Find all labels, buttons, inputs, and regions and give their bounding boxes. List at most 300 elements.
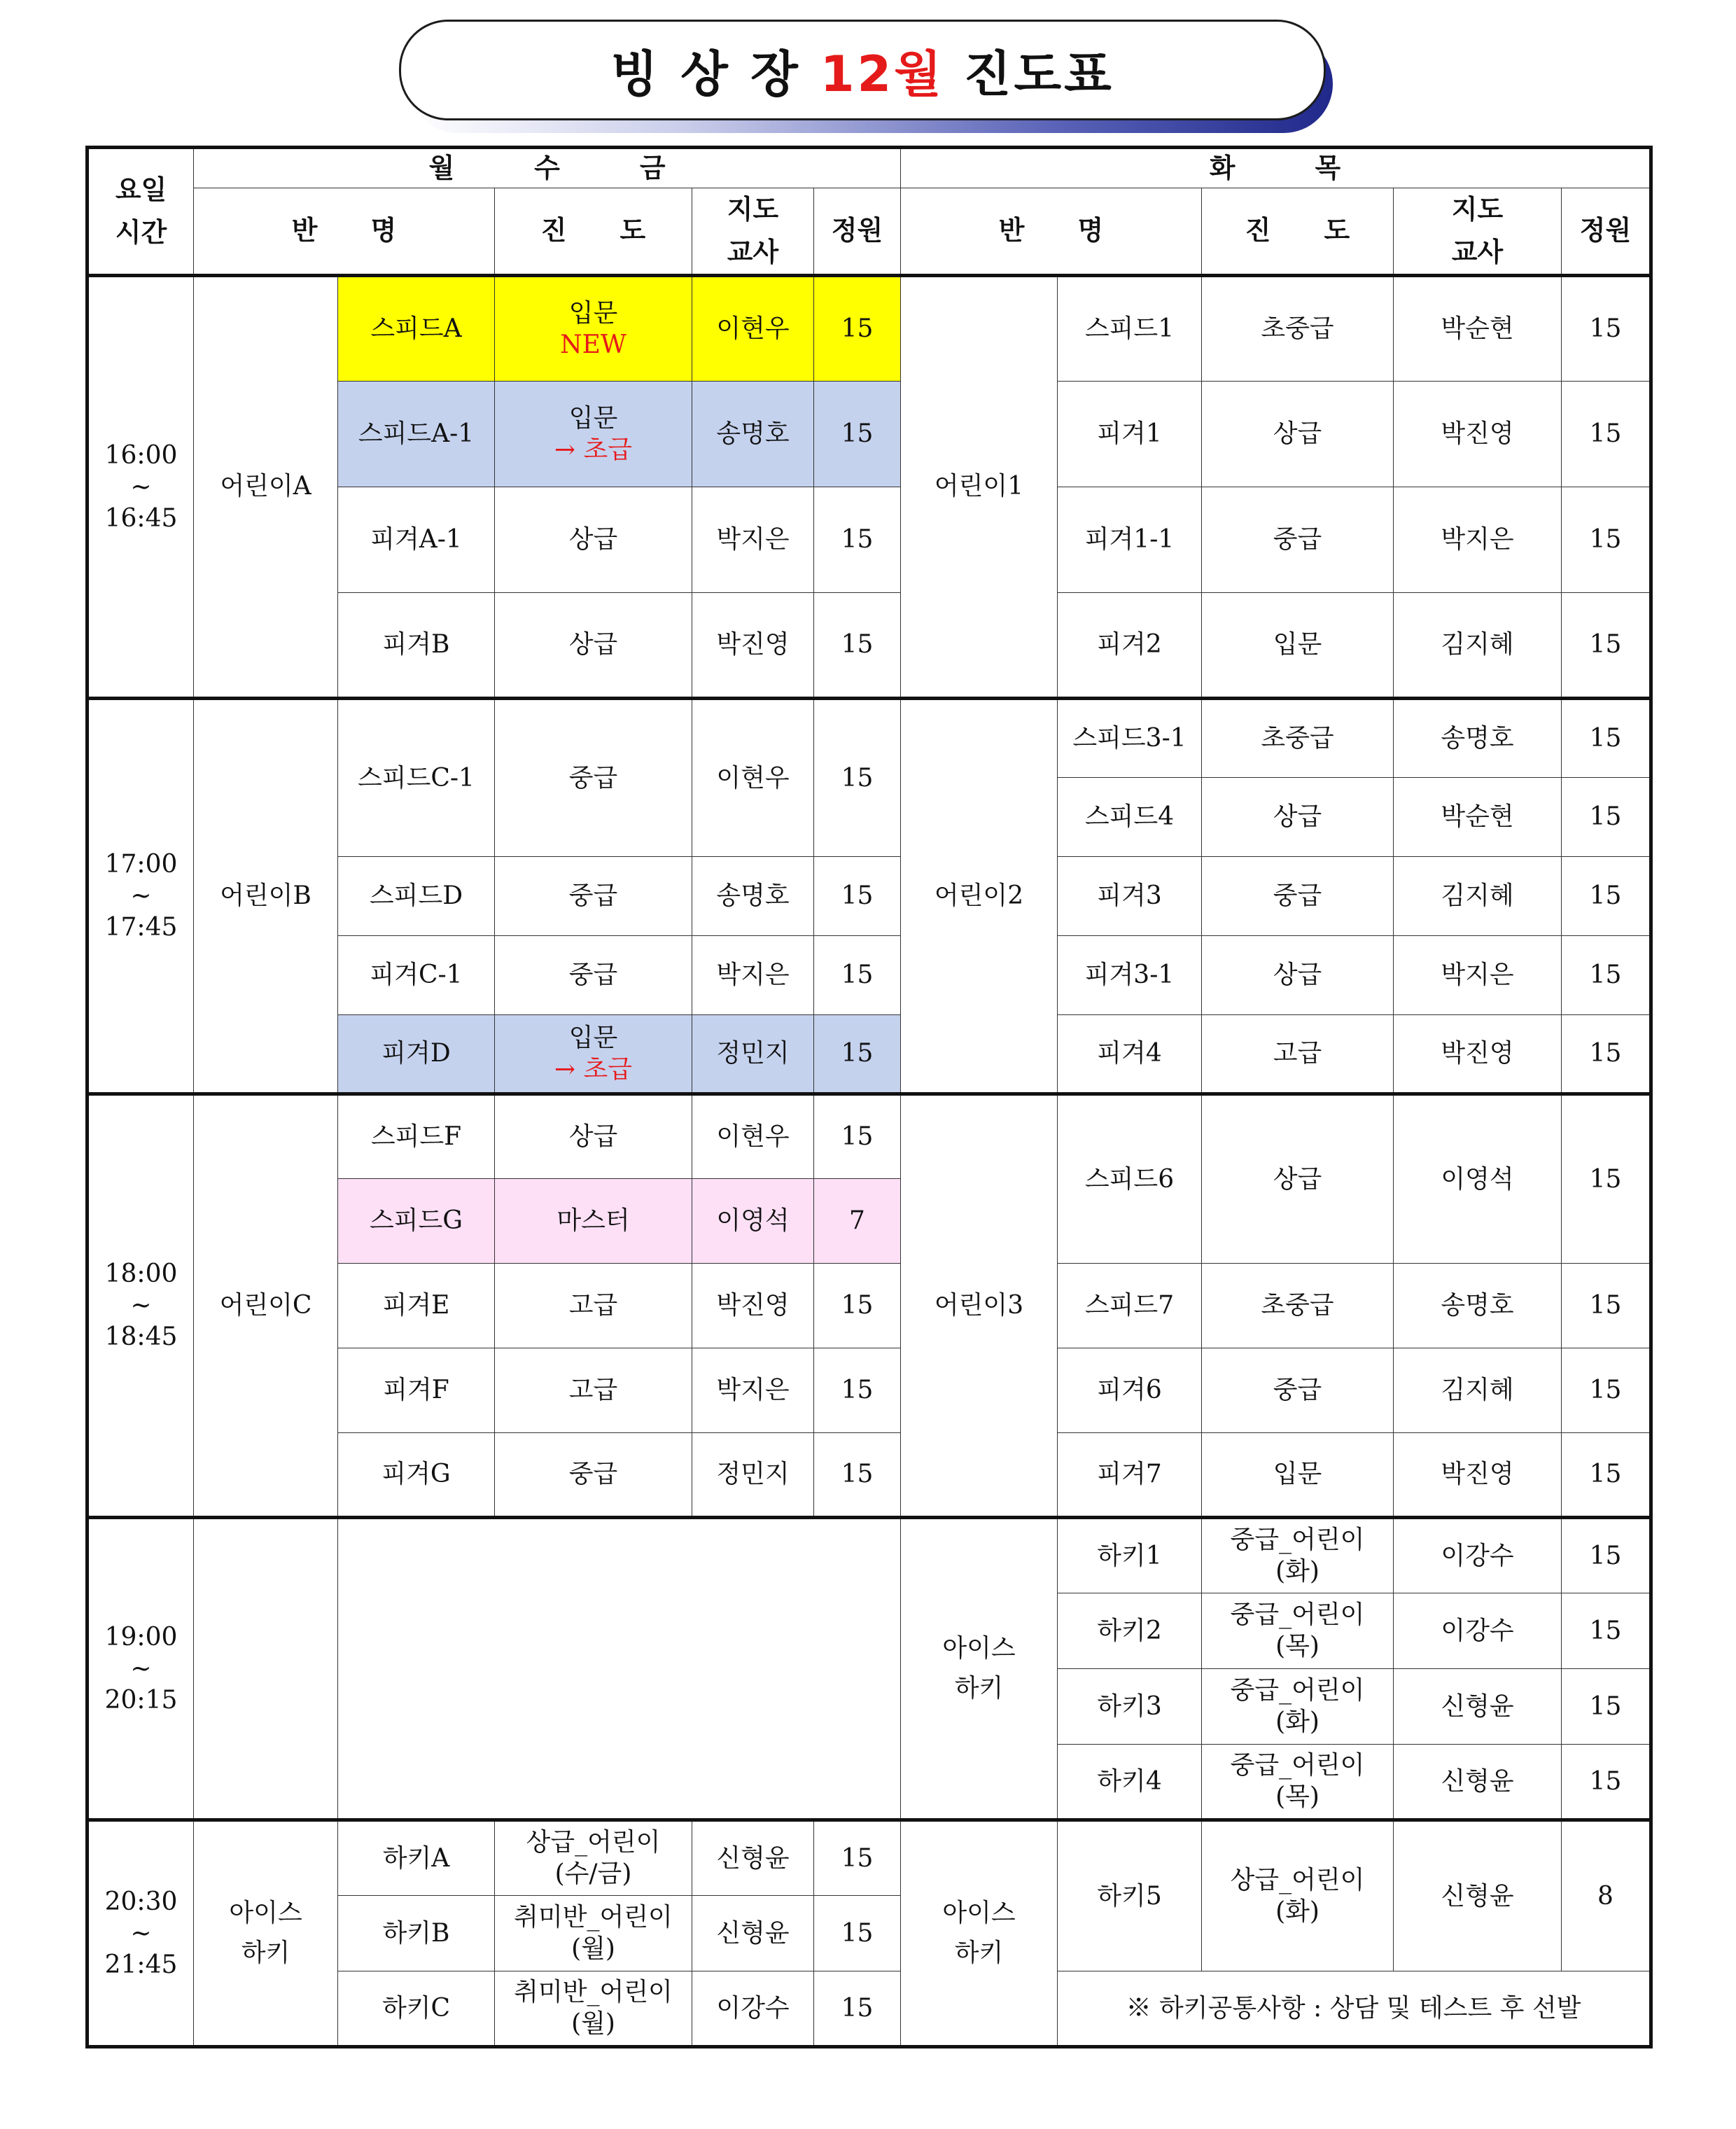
time-slot-text: 18:45 [104,1322,178,1352]
tt-class-name-text: 하키3 [1097,1691,1162,1721]
mwf-class-name-text: 스피드D [369,881,463,911]
time-slot-text: 20:15 [104,1685,178,1715]
schedule-table [85,146,1653,2048]
tt-teacher-text: 송명호 [1441,724,1514,753]
tt-teacher [1394,275,1562,381]
tt-capacity-text: 15 [1589,1691,1622,1721]
mwf-teacher-text: 송명호 [716,419,790,449]
tt-group [901,1094,1058,1517]
tt-progress [1202,698,1394,777]
tt-progress [1202,1432,1394,1517]
mwf-capacity-text: 15 [841,525,874,554]
mwf-capacity [814,381,901,487]
title-suffix: 진도표 [963,45,1114,103]
mwf-capacity-text: 15 [841,630,874,659]
tt-progress-text: 입문 [1273,630,1322,659]
tt-class-name-text: 피겨4 [1097,1039,1162,1068]
mwf-class-name-text: 스피드A-1 [358,419,475,449]
title-banner [399,20,1344,139]
mwf-class-name-text: 스피드A [370,314,462,344]
tt-class-name [1058,1744,1202,1820]
tt-progress [1202,487,1394,592]
mwf-capacity-text: 15 [841,1122,874,1152]
tt-capacity [1562,935,1651,1014]
mwf-teacher-text: 박진영 [716,1291,790,1320]
mwf-progress [495,856,692,935]
mwf-teacher-text: 정민지 [716,1460,790,1489]
mwf-capacity-text: 15 [841,1918,874,1948]
tt-capacity-text: 15 [1589,961,1622,990]
tt-class-name [1058,698,1202,777]
tt-group-text: 아이스 [942,1898,1016,1927]
time-slot-text: 21:45 [104,1950,178,1979]
mwf-progress [495,1263,692,1348]
tt-capacity-text: 15 [1589,630,1622,659]
mwf-progress-text: 마스터 [556,1206,630,1236]
mwf-class-name [338,856,495,935]
mwf-capacity-text: 15 [841,1843,874,1873]
tt-capacity [1562,1744,1651,1820]
tt-capacity-text: 8 [1597,1881,1614,1911]
mwf-progress [495,1348,692,1432]
time-slot-text: 17:45 [104,913,178,942]
tt-group-text: 어린이3 [934,1290,1024,1320]
tt-progress-text: (목) [1275,1782,1320,1812]
mwf-progress-text: 상급 [568,525,618,554]
tt-progress [1202,935,1394,1014]
time-slot-text: ~ [130,1654,152,1683]
mwf-teacher-text: 이현우 [716,1122,790,1152]
mwf-progress [495,592,692,698]
mwf-teacher [692,1432,814,1517]
tt-class-name [1058,1593,1202,1668]
tt-capacity [1562,275,1651,381]
mwf-capacity [814,487,901,592]
tt-group-text: 아이스 [942,1633,1016,1663]
tt-class-name [1058,856,1202,935]
tt-teacher [1394,1668,1562,1744]
tt-capacity-text: 15 [1589,1766,1622,1796]
header-teacher-tt-text: 교사 [1451,236,1504,267]
mwf-teacher [692,275,814,381]
mwf-progress-text: → 초급 [554,435,633,464]
tt-capacity-text: 15 [1589,881,1622,911]
mwf-class-name-text: 하키C [382,1993,451,2023]
mwf-teacher [692,381,814,487]
mwf-group [194,275,338,698]
tt-teacher-text: 박진영 [1441,419,1514,449]
tt-teacher-text: 김지혜 [1441,630,1514,659]
mwf-teacher-text: 정민지 [716,1039,790,1068]
tt-capacity [1562,1593,1651,1668]
mwf-group-text: 어린이C [219,1290,312,1320]
mwf-capacity [814,698,901,856]
mwf-class-name-text: 피겨C-1 [370,961,463,990]
tt-progress-text: 입문 [1273,1460,1322,1489]
time-slot-text: 19:00 [104,1622,178,1652]
tt-capacity [1562,1668,1651,1744]
tt-progress-text: 상급 [1273,802,1322,832]
tt-class-name-text: 스피드7 [1084,1291,1175,1320]
tt-progress-text: (목) [1275,1632,1320,1661]
header-class-name-tt [901,188,1202,276]
mwf-progress [495,381,692,487]
mwf-capacity [814,1014,901,1094]
mwf-capacity [814,275,901,381]
tt-capacity-text: 15 [1589,802,1622,832]
tt-teacher-text: 박지은 [1441,525,1514,554]
tt-teacher [1394,381,1562,487]
mwf-progress-text: (월) [571,2009,615,2039]
tt-teacher-text: 송명호 [1441,1291,1514,1320]
mwf-progress [495,935,692,1014]
tt-teacher [1394,1348,1562,1432]
mwf-class-name-text: 피겨A-1 [370,525,462,554]
tt-progress [1202,275,1394,381]
header-teacher-mwf-text: 지도 [727,194,779,225]
tt-class-name-text: 피겨6 [1097,1376,1162,1405]
mwf-class-name [338,1348,495,1432]
header-capacity-mwf-text: 정원 [831,215,883,246]
mwf-teacher-text: 박지은 [716,1376,790,1405]
tt-class-name-text: 하키4 [1097,1766,1162,1796]
tt-progress-text: 초중급 [1261,1291,1334,1320]
tt-teacher-text: 박지은 [1441,961,1514,990]
tt-progress-text: 중급 [1273,1376,1322,1405]
header-progress-tt [1202,188,1394,276]
tt-group [901,275,1058,698]
mwf-progress [495,1094,692,1178]
header-tt-text: 화 목 [1209,152,1341,183]
tt-class-name [1058,1820,1202,1971]
tt-progress-text: (화) [1275,1557,1320,1586]
mwf-class-name-text: 피겨B [382,630,450,659]
header-tt [901,148,1651,188]
tt-teacher-text: 이강수 [1441,1541,1514,1570]
mwf-class-name-text: 스피드F [370,1122,462,1152]
tt-progress-text: 중급 [1273,525,1322,554]
mwf-capacity [814,592,901,698]
tt-teacher [1394,1094,1562,1263]
mwf-capacity [814,856,901,935]
mwf-progress-text: 취미반_어린이 [514,1978,673,2007]
mwf-class-name-text: 피겨D [382,1039,451,1068]
mwf-group [194,1820,338,2046]
mwf-class-name [338,935,495,1014]
time-slot-text: 17:00 [104,850,178,879]
tt-teacher [1394,777,1562,856]
mwf-progress-text: → 초급 [554,1054,633,1084]
tt-class-name-text: 하키1 [1097,1541,1162,1570]
mwf-class-name [338,1971,495,2046]
tt-group-text: 하키 [954,1939,1004,1968]
tt-teacher-text: 박진영 [1441,1460,1514,1489]
tt-capacity [1562,856,1651,935]
mwf-progress-text: 상급 [568,1122,618,1152]
tt-teacher [1394,1820,1562,1971]
tt-class-name [1058,1263,1202,1348]
header-mwf-text: 월 수 금 [428,152,666,183]
mwf-progress-text: (수/금) [554,1859,632,1889]
tt-teacher-text: 박순현 [1441,802,1514,832]
time-slot-text: ~ [130,1291,152,1320]
mwf-progress [495,1820,692,1895]
tt-class-name-text: 스피드4 [1084,802,1175,832]
tt-group-text: 어린이1 [934,472,1024,501]
mwf-group-text: 아이스 [229,1898,302,1927]
mwf-group [194,1094,338,1517]
time-slot-text: 20:30 [104,1887,178,1916]
header-day-time-text: 요일 [115,174,167,205]
mwf-teacher-text: 신형윤 [716,1843,790,1873]
mwf-capacity-text: 15 [841,881,874,911]
tt-capacity [1562,1263,1651,1348]
tt-class-name [1058,1432,1202,1517]
mwf-group-text: 어린이A [220,472,312,501]
mwf-progress [495,1432,692,1517]
tt-teacher-text: 이강수 [1441,1616,1514,1645]
tt-capacity-text: 15 [1589,1376,1622,1405]
tt-group [901,1820,1058,2046]
tt-progress-text: 중급_어린이 [1230,1751,1365,1780]
tt-progress-text: 초중급 [1261,724,1334,753]
mwf-progress-text: 중급 [568,1460,618,1489]
tt-progress-text: 중급_어린이 [1230,1526,1365,1555]
tt-class-name-text: 피겨1-1 [1084,525,1175,554]
mwf-teacher [692,1348,814,1432]
mwf-group-text: 하키 [241,1939,290,1968]
mwf-progress [495,1178,692,1263]
tt-capacity [1562,1820,1651,1971]
mwf-teacher [692,1014,814,1094]
tt-progress-text: 중급_어린이 [1230,1676,1365,1705]
tt-class-name [1058,592,1202,698]
tt-teacher-text: 김지혜 [1441,881,1514,911]
tt-class-name-text: 스피드6 [1084,1164,1175,1194]
mwf-class-name-text: 하키B [382,1918,450,1948]
tt-class-name-text: 피겨3 [1097,881,1162,911]
time-slot [88,275,194,698]
time-slot-text: ~ [130,1918,152,1948]
tt-progress [1202,1820,1394,1971]
tt-teacher [1394,592,1562,698]
tt-capacity-text: 15 [1589,1541,1622,1570]
time-slot [88,1094,194,1517]
tt-class-name [1058,487,1202,592]
mwf-teacher [692,1263,814,1348]
mwf-progress-text: 중급 [568,763,618,793]
time-slot-text: ~ [130,881,152,911]
mwf-progress-text: 중급 [568,881,618,911]
mwf-capacity [814,1094,901,1178]
mwf-class-name [338,698,495,856]
tt-progress-text: 상급 [1273,419,1322,449]
title-month: 12월 [820,45,944,103]
tt-progress-text: (화) [1275,1897,1320,1927]
tt-capacity [1562,592,1651,698]
mwf-progress-text: 입문 [568,298,618,328]
mwf-empty [338,1517,901,1820]
mwf-teacher [692,1178,814,1263]
mwf-progress [495,275,692,381]
mwf-capacity [814,1178,901,1263]
tt-class-name-text: 스피드3-1 [1072,724,1186,753]
tt-teacher [1394,856,1562,935]
mwf-class-name [338,275,495,381]
tt-class-name-text: 피겨3-1 [1084,961,1175,990]
tt-class-name [1058,935,1202,1014]
tt-class-name-text: 피겨1 [1097,419,1162,449]
mwf-teacher-text: 이강수 [716,1993,790,2023]
mwf-teacher [692,1820,814,1895]
tt-teacher-text: 신형윤 [1441,1766,1514,1796]
mwf-group-text: 어린이B [220,881,312,910]
mwf-capacity [814,1820,901,1895]
mwf-class-name-text: 스피드C-1 [358,763,475,793]
time-slot-text: 16:00 [104,440,178,470]
tt-teacher [1394,1744,1562,1820]
mwf-teacher-text: 송명호 [716,881,790,911]
tt-progress [1202,1593,1394,1668]
tt-progress [1202,381,1394,487]
mwf-capacity-text: 15 [841,763,874,793]
tt-teacher-text: 이영석 [1441,1164,1514,1194]
tt-group [901,1517,1058,1820]
mwf-teacher [692,487,814,592]
tt-progress-text: 상급 [1273,961,1322,990]
time-slot-text: 16:45 [104,503,178,533]
mwf-capacity [814,935,901,1014]
tt-class-name [1058,275,1202,381]
time-slot [88,1820,194,2046]
mwf-capacity [814,1432,901,1517]
mwf-class-name [338,1178,495,1263]
tt-class-name [1058,381,1202,487]
mwf-teacher-text: 이영석 [716,1206,790,1236]
mwf-class-name-text: 피겨F [383,1376,449,1405]
mwf-capacity-text: 7 [849,1206,865,1236]
tt-progress [1202,1517,1394,1593]
tt-class-name-text: 피겨7 [1097,1460,1162,1489]
time-slot-text: ~ [130,472,152,501]
mwf-capacity-text: 15 [841,419,874,449]
mwf-teacher [692,1971,814,2046]
mwf-progress [495,1971,692,2046]
mwf-capacity-text: 15 [841,1291,874,1320]
title-prefix: 빙 상 장 [610,45,801,103]
tt-progress [1202,1348,1394,1432]
mwf-progress-text: 중급 [568,961,618,990]
mwf-empty-group [194,1517,338,1820]
tt-capacity-text: 15 [1589,419,1622,449]
header-teacher-tt [1394,188,1562,276]
mwf-progress [495,1014,692,1094]
tt-class-name-text: 스피드1 [1084,314,1175,344]
tt-progress-text: 고급 [1273,1039,1322,1068]
mwf-progress-text: NEW [560,330,626,359]
header-progress-mwf-text: 진 도 [540,215,646,246]
time-slot-text: 18:00 [104,1259,178,1289]
header-capacity-mwf [814,188,901,276]
mwf-class-name [338,381,495,487]
mwf-class-name [338,487,495,592]
mwf-capacity-text: 15 [841,1460,874,1489]
tt-capacity [1562,1348,1651,1432]
hockey-note [1058,1971,1651,2046]
tt-teacher-text: 신형윤 [1441,1691,1514,1721]
header-teacher-mwf-text: 교사 [727,236,779,267]
tt-capacity-text: 15 [1589,1164,1622,1194]
mwf-capacity-text: 15 [841,961,874,990]
mwf-class-name [338,1895,495,1971]
mwf-class-name-text: 피겨E [382,1291,450,1320]
header-capacity-tt-text: 정원 [1579,215,1632,246]
mwf-class-name [338,1014,495,1094]
mwf-progress [495,698,692,856]
mwf-class-name-text: 피겨G [382,1460,451,1489]
mwf-class-name [338,1432,495,1517]
mwf-progress-text: 입문 [568,403,618,433]
tt-teacher [1394,935,1562,1014]
tt-class-name-text: 피겨2 [1097,630,1162,659]
tt-class-name [1058,1348,1202,1432]
mwf-capacity [814,1895,901,1971]
mwf-teacher-text: 박지은 [716,961,790,990]
mwf-class-name-text: 스피드G [369,1206,463,1236]
header-class-name-mwf-text: 반 명 [291,215,397,246]
tt-progress [1202,1094,1394,1263]
header-class-name-tt-text: 반 명 [998,215,1104,246]
page-title [399,20,1326,120]
tt-capacity-text: 15 [1589,724,1622,753]
mwf-progress-text: 입문 [568,1023,618,1052]
mwf-capacity [814,1971,901,2046]
mwf-capacity-text: 15 [841,1376,874,1405]
tt-teacher [1394,1014,1562,1094]
tt-capacity-text: 15 [1589,1616,1622,1645]
mwf-class-name-text: 하키A [382,1843,450,1873]
mwf-capacity-text: 15 [841,1993,874,2023]
time-slot [88,1517,194,1820]
tt-capacity [1562,1094,1651,1263]
header-capacity-tt [1562,188,1651,276]
mwf-progress-text: 상급_어린이 [526,1828,661,1857]
tt-teacher-text: 김지혜 [1441,1376,1514,1405]
header-day-time [88,148,194,276]
tt-class-name [1058,1517,1202,1593]
header-class-name-mwf [194,188,495,276]
mwf-class-name [338,1820,495,1895]
mwf-capacity [814,1263,901,1348]
header-progress-tt-text: 진 도 [1245,215,1350,246]
tt-teacher-text: 박순현 [1441,314,1514,344]
header-mwf [194,148,901,188]
tt-progress-text: 상급 [1273,1164,1322,1194]
tt-teacher-text: 신형윤 [1441,1881,1514,1911]
tt-progress [1202,1744,1394,1820]
mwf-class-name [338,1263,495,1348]
tt-capacity [1562,1014,1651,1094]
time-slot [88,698,194,1094]
mwf-progress-text: (월) [571,1934,615,1964]
header-day-time-text: 시간 [115,216,167,248]
header-progress-mwf [495,188,692,276]
tt-progress [1202,1014,1394,1094]
tt-capacity [1562,381,1651,487]
tt-progress [1202,1263,1394,1348]
tt-progress-text: 상급_어린이 [1230,1866,1365,1895]
mwf-progress-text: 취미반_어린이 [514,1903,673,1932]
